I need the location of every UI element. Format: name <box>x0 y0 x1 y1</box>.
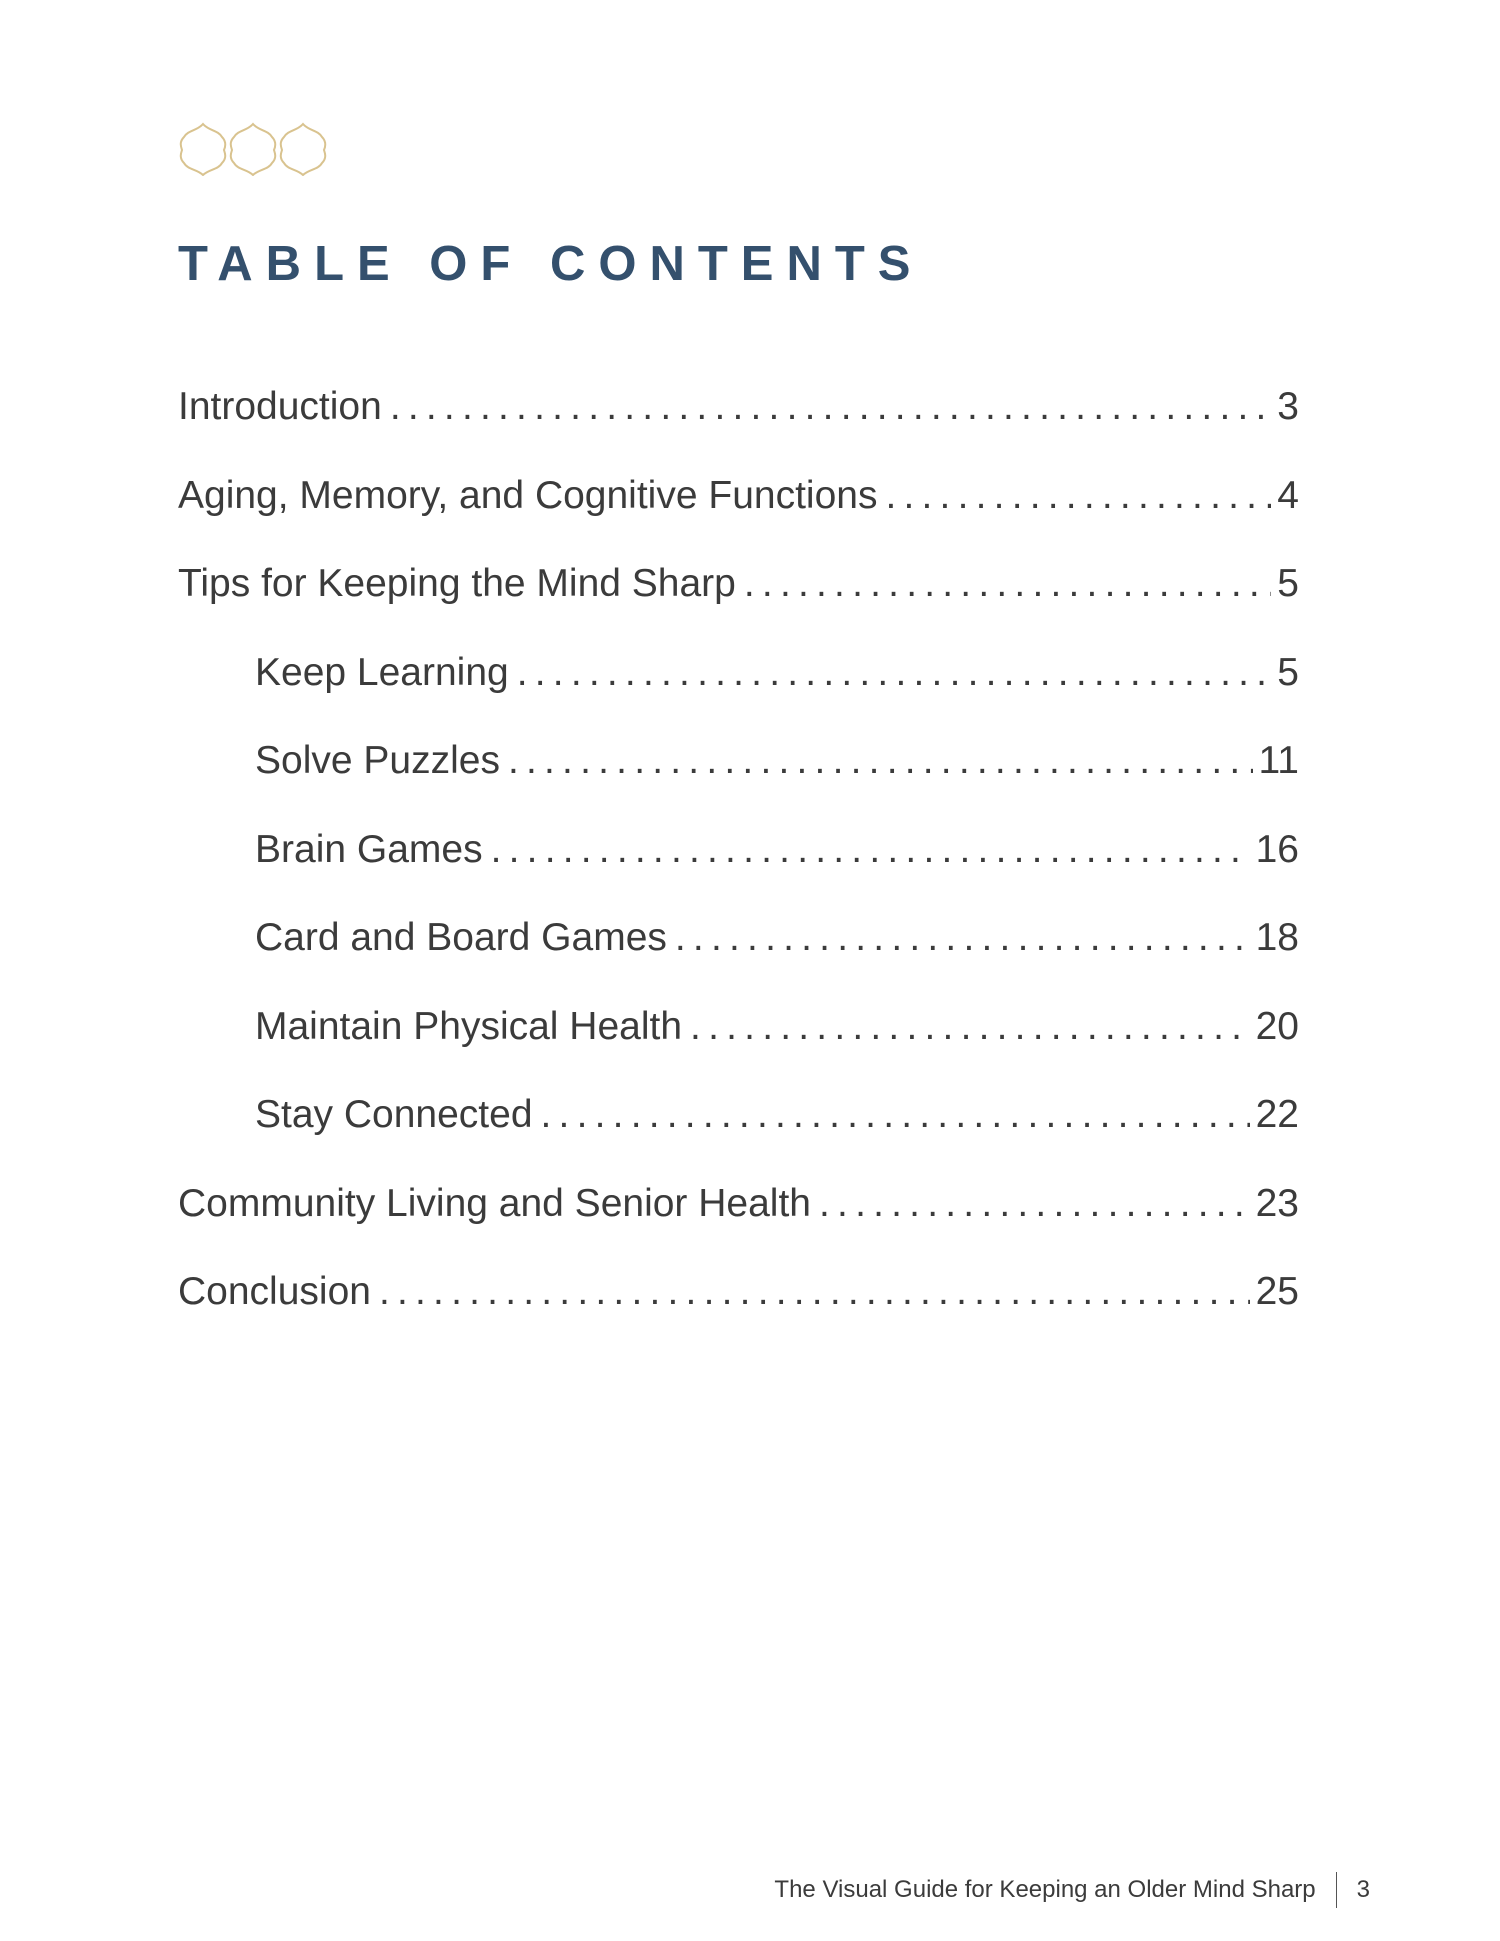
quatrefoil-ornament-icon <box>178 120 328 176</box>
toc-entry[interactable] <box>178 1005 1299 1094</box>
toc-entry-label: Community Living and Senior Health <box>178 1181 811 1225</box>
toc-entry-page-number: 22 <box>1255 1093 1299 1136</box>
toc-entry[interactable] <box>178 1270 1299 1359</box>
toc-entry-page-number: 3 <box>1277 385 1299 428</box>
footer-page-number: 3 <box>1356 1876 1370 1903</box>
toc-dot-leader <box>379 1270 1250 1314</box>
toc-entry-label: Stay Connected <box>255 1093 533 1136</box>
toc-entry-page-number: 18 <box>1255 916 1299 959</box>
toc-dot-leader <box>541 1093 1250 1137</box>
toc-dot-leader <box>885 474 1271 518</box>
toc-entry[interactable] <box>178 385 1299 474</box>
toc-dot-leader <box>390 385 1271 429</box>
footer-divider <box>1336 1872 1337 1908</box>
toc-entry-label: Tips for Keeping the Mind Sharp <box>178 562 736 605</box>
toc-entry[interactable] <box>178 474 1299 563</box>
toc-entry-label: Maintain Physical Health <box>255 1004 683 1048</box>
toc-entry-page-number: 20 <box>1255 1004 1299 1048</box>
toc-entry[interactable] <box>178 1182 1299 1271</box>
footer-document-title: The Visual Guide for Keeping an Older Mind Sharp <box>774 1876 1316 1903</box>
toc-entry-page-number: 16 <box>1255 827 1299 871</box>
toc-entry-label: Card and Board Games <box>255 916 667 959</box>
toc-dot-leader <box>744 562 1271 606</box>
page-footer <box>774 1872 1370 1908</box>
toc-entry-page-number: 5 <box>1277 650 1299 694</box>
toc-entry[interactable] <box>178 1093 1299 1182</box>
toc-entry-page-number: 5 <box>1277 562 1299 605</box>
toc-entry-label: Brain Games <box>255 827 483 871</box>
toc-entry-label: Solve Puzzles <box>255 739 500 782</box>
toc-entry-page-number: 25 <box>1255 1270 1299 1313</box>
toc-entry[interactable] <box>178 739 1299 828</box>
toc-entry-label: Conclusion <box>178 1270 371 1313</box>
toc-entry[interactable] <box>178 916 1299 1005</box>
toc-dot-leader <box>517 651 1272 695</box>
toc-entry-label: Keep Learning <box>255 650 509 694</box>
toc-entry-page-number: 23 <box>1255 1181 1299 1225</box>
toc-dot-leader <box>819 1182 1250 1226</box>
toc-entry[interactable] <box>178 828 1299 917</box>
toc-entry-label: Aging, Memory, and Cognitive Functions <box>178 473 878 517</box>
toc-dot-leader <box>491 828 1250 872</box>
table-of-contents <box>178 385 1299 1359</box>
page-title: TABLE OF CONTENTS <box>178 237 924 291</box>
toc-entry-page-number: 11 <box>1258 739 1299 782</box>
toc-entry[interactable] <box>178 651 1299 740</box>
toc-entry-label: Introduction <box>178 385 382 428</box>
toc-entry[interactable] <box>178 562 1299 651</box>
toc-dot-leader <box>675 916 1250 960</box>
toc-dot-leader <box>508 739 1253 783</box>
toc-entry-page-number: 4 <box>1277 473 1299 517</box>
toc-dot-leader <box>690 1005 1250 1049</box>
